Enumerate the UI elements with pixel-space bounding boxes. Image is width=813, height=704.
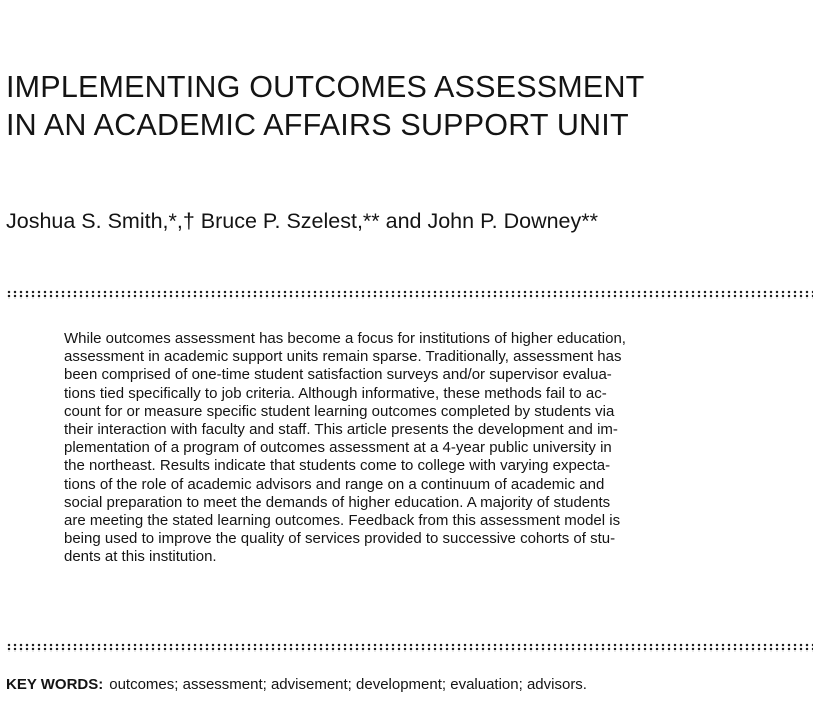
abstract-line: tions of the role of academic advisors and range on a continuum of academic and	[64, 475, 605, 493]
dotted-rule-bottom	[6, 643, 813, 652]
article-title	[6, 68, 645, 144]
abstract-line: tions tied specifically to job criteria. Although informative, these methods fail to ac-	[64, 384, 607, 402]
abstract-line: being used to improve the quality of services provided to successive cohorts of stu-	[64, 530, 616, 548]
abstract-line: been comprised of one-time student satisfaction surveys and/or supervisor evalua-	[64, 366, 612, 384]
abstract-line: the northeast. Results indicate that students come to college with varying expecta-	[64, 457, 611, 475]
abstract-line: dents at this institution.	[64, 548, 217, 566]
keywords-label: KEY WORDS:	[6, 676, 104, 693]
abstract-line: social preparation to meet the demands of higher education. A majority of students	[64, 493, 611, 511]
title-line-1: IMPLEMENTING OUTCOMES ASSESSMENT	[6, 70, 645, 104]
abstract-line: assessment in academic support units remain sparse. Traditionally, assessment has	[64, 348, 622, 366]
keywords	[6, 676, 587, 694]
abstract-line: While outcomes assessment has become a focus for institutions of higher education,	[64, 330, 626, 347]
author-list: Joshua S. Smith,*,† Bruce P. Szelest,** and John P. Downey**	[6, 209, 598, 233]
abstract-line: are meeting the stated learning outcomes. Feedback from this assessment model is	[64, 512, 621, 530]
abstract-line: their interaction with faculty and staff. This article presents the development and im-	[64, 421, 618, 439]
abstract-line: count for or measure specific student learning outcomes completed by students via	[64, 402, 615, 420]
keywords-text: outcomes; assessment; advisement; development; evaluation; advisors.	[109, 676, 587, 693]
abstract-line: plementation of a program of outcomes assessment at a 4-year public university in	[64, 439, 612, 457]
title-line-2: IN AN ACADEMIC AFFAIRS SUPPORT UNIT	[6, 108, 629, 142]
abstract	[64, 330, 813, 567]
dotted-rule-top	[6, 290, 813, 299]
